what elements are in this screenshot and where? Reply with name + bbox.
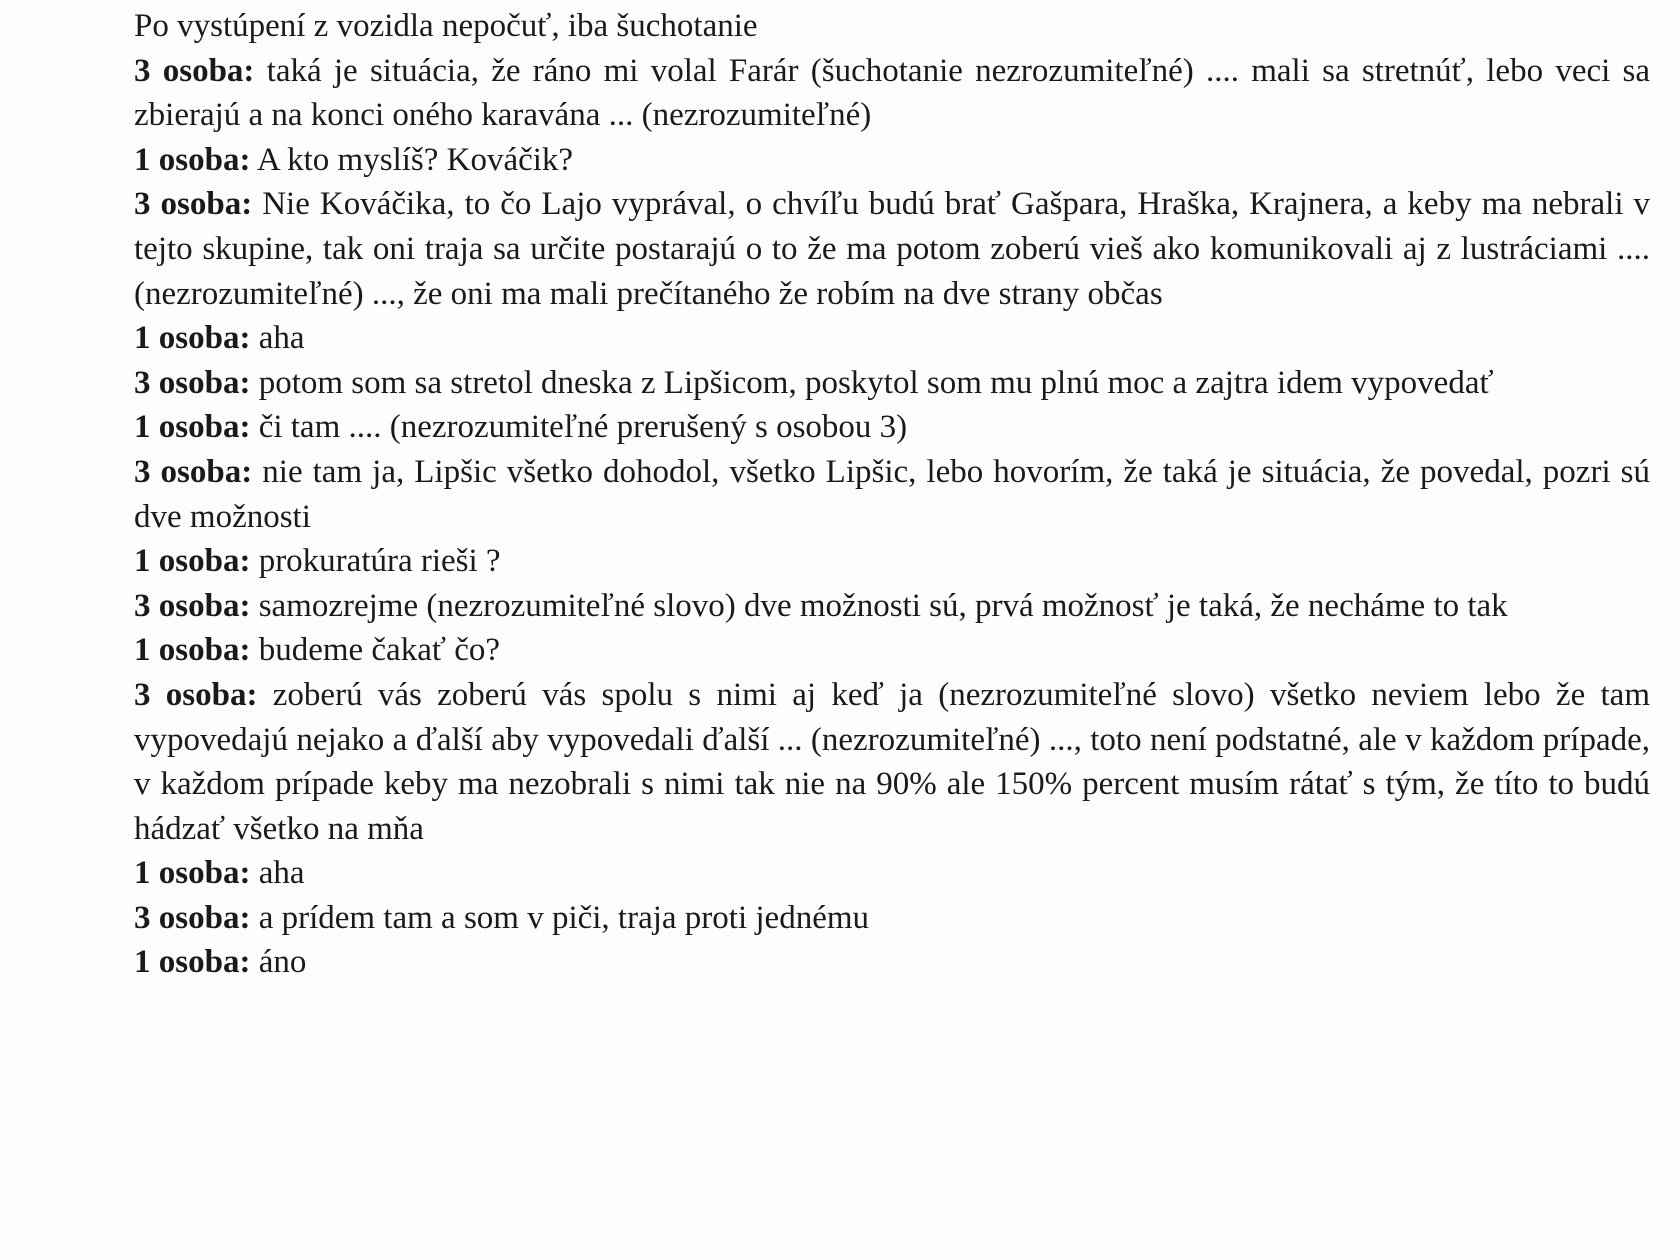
transcript-entry [134,940,1650,985]
speaker-label: 3 osoba: [134,899,251,936]
speech-text: samozrejme (nezrozumiteľné slovo) dve možnosti sú, prvá možnosť je taká, že necháme to tak [258,587,1508,624]
speech-text: a prídem tam a som v piči, traja proti jednému [258,899,870,936]
transcript-entry [134,539,1650,584]
transcript-entry [134,584,1650,629]
transcript-entry [134,673,1650,851]
speech-text: nie tam ja, Lipšic všetko dohodol, všetko Lipšic, lebo hovorím, že taká je situácia, že povedal, pozri sú dve možnosti [134,453,1650,535]
transcript-entry [134,405,1650,450]
speaker-label: 1 osoba: [134,141,251,178]
transcript-entry [134,316,1650,361]
speaker-label: 1 osoba: [134,855,251,892]
transcript-entry [134,182,1650,316]
transcript-entry [134,361,1650,406]
speaker-label: 1 osoba: [134,632,251,669]
speaker-label: 1 osoba: [134,320,251,357]
speech-text: taká je situácia, že ráno mi volal Farár (šuchotanie nezrozumiteľné) .... mali sa stretnúť, lebo veci sa zbierajú a na konci oného karavána ... (nezrozumiteľné) [134,52,1651,134]
speaker-label: 3 osoba: [134,453,253,490]
speech-text: potom som sa stretol dneska z Lipšicom, poskytol som mu plnú moc a zajtra idem vypovedať [258,364,1494,401]
speech-text: zoberú vás zoberú vás spolu s nimi aj keď ja (nezrozumiteľné slovo) všetko neviem lebo že tam vypovedajú nejako a ďalší aby vypovedali ďalší ... (nezrozumiteľné) ..., toto není podstatné, ale v každom prípade, v každom prípade keby ma nezobrali s nimi tak nie na 90% ale 150% percent musím rátať s tým, že títo to budú hádzať všetko na mňa [134,676,1650,847]
transcript-entry [134,851,1650,896]
speech-text: A kto myslíš? Kováčik? [256,141,574,178]
transcript-entry [134,49,1650,138]
intro-line: Po vystúpení z vozidla nepočuť, iba šuchotanie [134,8,758,44]
speech-text: budeme čakať čo? [258,632,500,669]
speaker-label: 3 osoba: [134,52,255,89]
speech-text: aha [258,855,305,892]
speech-text: Nie Kováčika, to čo Lajo vyprával, o chvíľu budú brať Gašpara, Hraška, Krajnera, a keby ma nebrali v tejto skupine, tak oni traja sa určite postarajú o to že ma potom zoberú vieš ako komunikovali aj z lustráciami .... (nezrozumiteľné) ..., že oni ma mali prečítaného že robím na dve strany občas [134,186,1651,312]
speaker-label: 1 osoba: [134,543,251,580]
speaker-label: 1 osoba: [134,409,251,446]
speech-text: prokuratúra rieši ? [258,543,501,580]
speaker-label: 3 osoba: [134,186,253,223]
transcript-text [134,4,1650,985]
transcript-entry [134,896,1650,941]
speech-text: áno [258,944,307,981]
transcript-entry [134,450,1650,539]
transcript-entry [134,138,1650,183]
speaker-label: 3 osoba: [134,587,251,624]
speech-text: či tam .... (nezrozumiteľné prerušený s osobou 3) [258,409,908,446]
transcript-entry [134,628,1650,673]
speaker-label: 3 osoba: [134,676,258,713]
speech-text: aha [258,320,305,357]
speaker-label: 1 osoba: [134,944,251,981]
speaker-label: 3 osoba: [134,364,251,401]
